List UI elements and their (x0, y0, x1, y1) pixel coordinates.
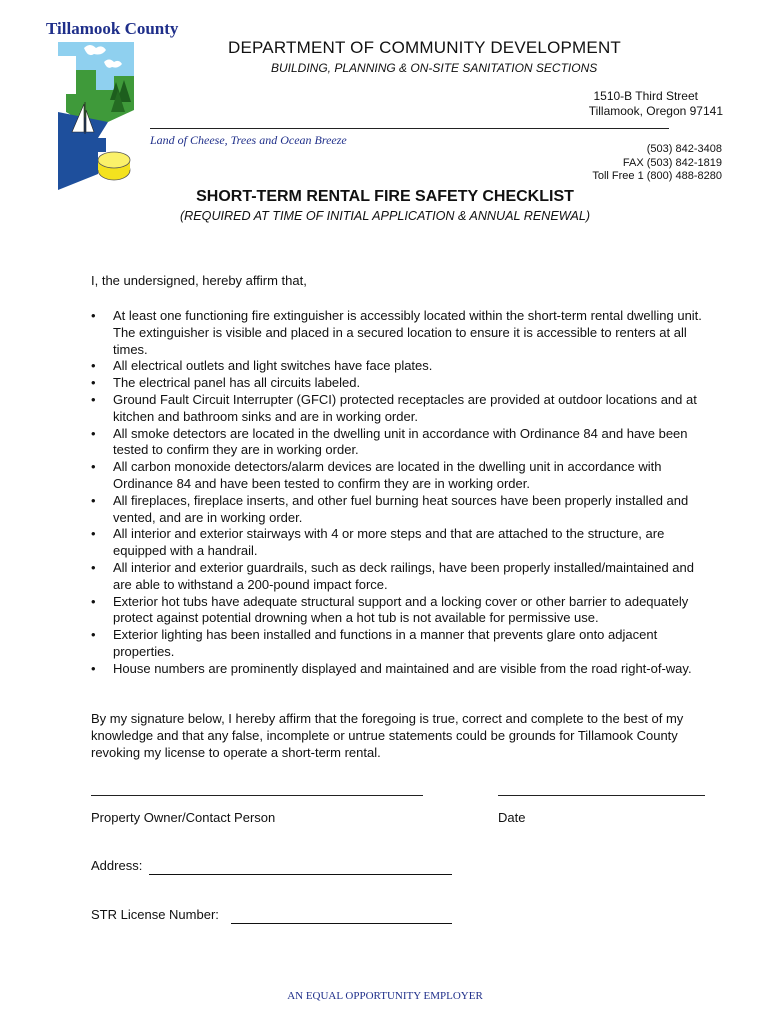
affirm-intro: I, the undersigned, hereby affirm that, (91, 273, 307, 288)
checklist (91, 308, 716, 678)
phone-number: (503) 842-3408 (646, 143, 722, 155)
checklist-item: • At least one functioning fire extinguisher is accessibly located within the short-term rental dwelling unit. The extinguisher is visible and placed in a secured location to ensure it is accessible to renters at all times. (91, 308, 716, 358)
fax-number: FAX (503) 842-1819 (622, 157, 722, 169)
department-title: DEPARTMENT OF COMMUNITY DEVELOPMENT (228, 38, 622, 57)
address-label: Address: (91, 858, 143, 873)
checklist-item: • All fireplaces, fireplace inserts, and other fuel burning heat sources have been properly installed and vented, and are in working order. (91, 493, 716, 527)
license-label: STR License Number: (91, 907, 219, 922)
county-tagline: Land of Cheese, Trees and Ocean Breeze (150, 133, 347, 147)
footer-text: AN EQUAL OPPORTUNITY EMPLOYER (287, 990, 483, 1002)
checklist-item: • Exterior hot tubs have adequate structural support and a locking cover or other barrier to adequately protect against potential drowning when a hot tub is not available for permissive use. (91, 594, 716, 628)
checklist-item: • All electrical outlets and light switches have face plates. (91, 358, 716, 375)
checklist-item: • House numbers are prominently displayed and maintained and are visible from the road right-of-way. (91, 661, 716, 678)
county-logo-icon (58, 42, 134, 190)
address-field[interactable] (149, 858, 452, 875)
header-divider (150, 128, 669, 129)
department-sections: BUILDING, PLANNING & ON-SITE SANITATION SECTIONS (271, 61, 598, 75)
date-line[interactable] (498, 795, 705, 796)
license-number-field[interactable] (231, 907, 452, 924)
city-address: Tillamook, Oregon 97141 (588, 104, 723, 118)
county-name: Tillamook County (46, 19, 179, 38)
checklist-item: • All smoke detectors are located in the dwelling unit in accordance with Ordinance 84 and have been tested to confirm they are in working order. (91, 426, 716, 460)
checklist-item: • All interior and exterior guardrails, such as deck railings, have been properly installed/maintained and are able to withstand a 200-pound impact force. (91, 560, 716, 594)
form-title: SHORT-TERM RENTAL FIRE SAFETY CHECKLIST (196, 188, 574, 205)
checklist-item: • Ground Fault Circuit Interrupter (GFCI) protected receptacles are provided at outdoor locations and at kitchen and bathroom sinks and are in working order. (91, 392, 716, 426)
checklist-item: • The electrical panel has all circuits labeled. (91, 375, 716, 392)
street-address: 1510-B Third Street (593, 89, 698, 103)
form-subtitle: (REQUIRED AT TIME OF INITIAL APPLICATION & ANNUAL RENEWAL) (179, 209, 591, 223)
signature-line[interactable] (91, 795, 423, 796)
checklist-item: • Exterior lighting has been installed and functions in a manner that prevents glare onto adjacent properties. (91, 627, 716, 661)
checklist-item: • All interior and exterior stairways with 4 or more steps and that are attached to the structure, are equipped with a handrail. (91, 526, 716, 560)
toll-free-number: Toll Free 1 (800) 488-8280 (592, 170, 722, 182)
signature-label: Property Owner/Contact Person (91, 810, 276, 825)
date-label: Date (498, 810, 526, 825)
affirmation-paragraph: By my signature below, I hereby affirm that the foregoing is true, correct and complete to the best of my knowledge and that any false, incomplete or untrue statements could be grounds for Tillamook County revoking my license to operate a short-term rental. (91, 711, 684, 760)
checklist-item: • All carbon monoxide detectors/alarm devices are located in the dwelling unit in accordance with Ordinance 84 and have been tested to confirm they are in working order. (91, 459, 716, 493)
